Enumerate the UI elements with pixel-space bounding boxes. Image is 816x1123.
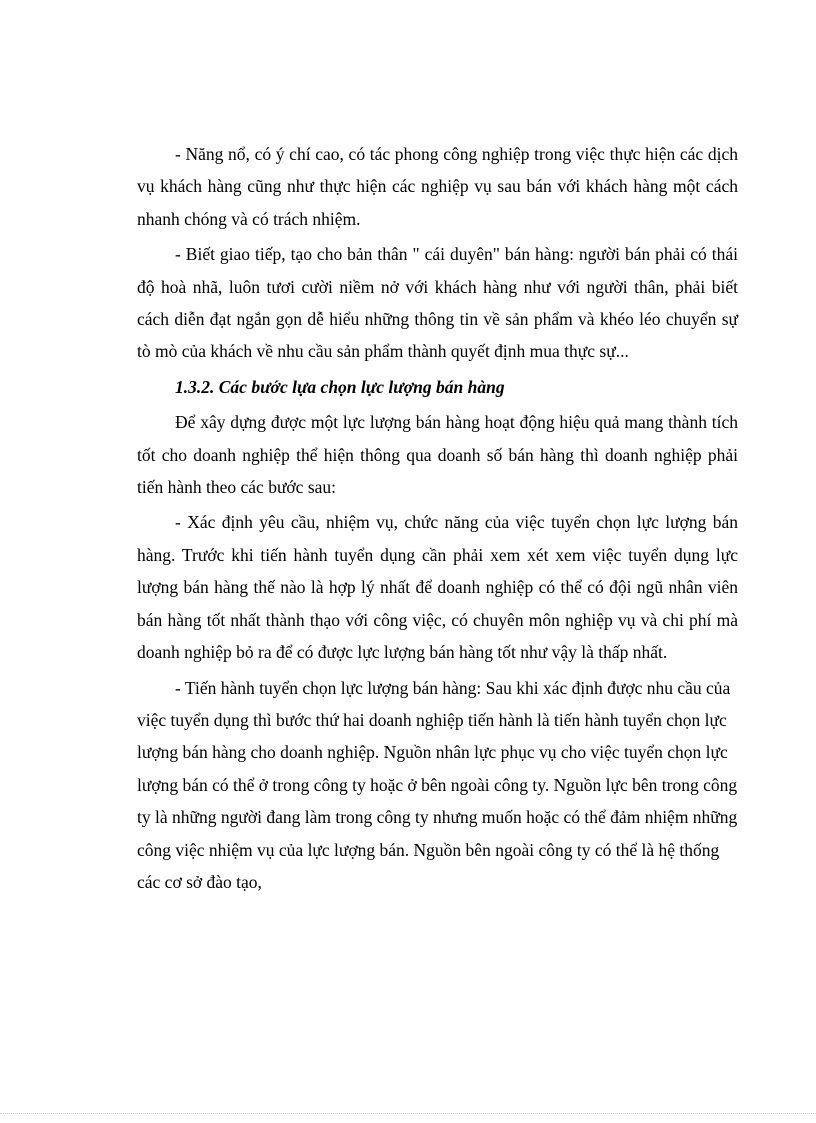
paragraph-recruitment: - Tiến hành tuyển chọn lực lượng bán hàng: Sau khi xác định được nhu cầu của việc tuyển dụng thì bước thứ hai doanh nghiệp tiến hành là tiến hành tuyển chọn lực lượng bán hàng cho doanh nghiệp. Nguồn nhân lực phục vụ cho việc tuyển chọn lực lượng bán có thể ở trong công ty hoặc ở bên ngoài công ty. Nguồn lực bên trong công ty là những người đang làm trong công ty nhưng muốn hoặc có thể đảm nhiệm những công việc nhiệm vụ của lực lượng bán. Nguồn bên ngoài công ty có thể là hệ thống các cơ sở đào tạo, (137, 677, 738, 892)
paragraph-work-ethic: - Năng nổ, có ý chí cao, có tác phong công nghiệp trong việc thực hiện các dịch vụ khách hàng cũng như thực hiện các nghiệp vụ sau bán với khách hàng một cách nhanh chóng và có trách nhiệm. (137, 144, 738, 229)
paragraph-communication: - Biết giao tiếp, tạo cho bản thân " cái duyên" bán hàng: người bán phải có thái độ hoà nhã, luôn tươi cười niềm nở với khách hàng như với người thân, phải biết cách diễn đạt ngắn gọn dễ hiểu những thông tin về sản phẩm và khéo léo chuyển sự tò mò của khách về nhu cầu sản phẩm thành quyết định mua thực sự... (137, 244, 738, 362)
page-bottom-divider (0, 1113, 816, 1114)
section-heading: 1.3.2. Các bước lựa chọn lực lượng bán hàng (175, 376, 505, 397)
document-page (137, 138, 738, 898)
paragraph-intro-steps: Để xây dựng được một lực lượng bán hàng hoạt động hiệu quả mang thành tích tốt cho doanh nghiệp thể hiện thông qua doanh số bán hàng thì doanh nghiệp phải tiến hành theo các bước sau: (137, 412, 738, 498)
paragraph-define-requirements: - Xác định yêu cầu, nhiệm vụ, chức năng của việc tuyển chọn lực lượng bán hàng. Trước khi tiến hành tuyển dụng cần phải xem xét xem việc tuyển dụng lực lượng bán hàng thế nào là hợp lý nhất để doanh nghiệp có thể có đội ngũ nhân viên bán hàng tốt nhất thành thạo với công việc, có chuyên môn nghiệp vụ và chi phí mà doanh nghiệp bỏ ra để có được lực lượng bán hàng tốt như vậy là thấp nhất. (137, 512, 738, 663)
